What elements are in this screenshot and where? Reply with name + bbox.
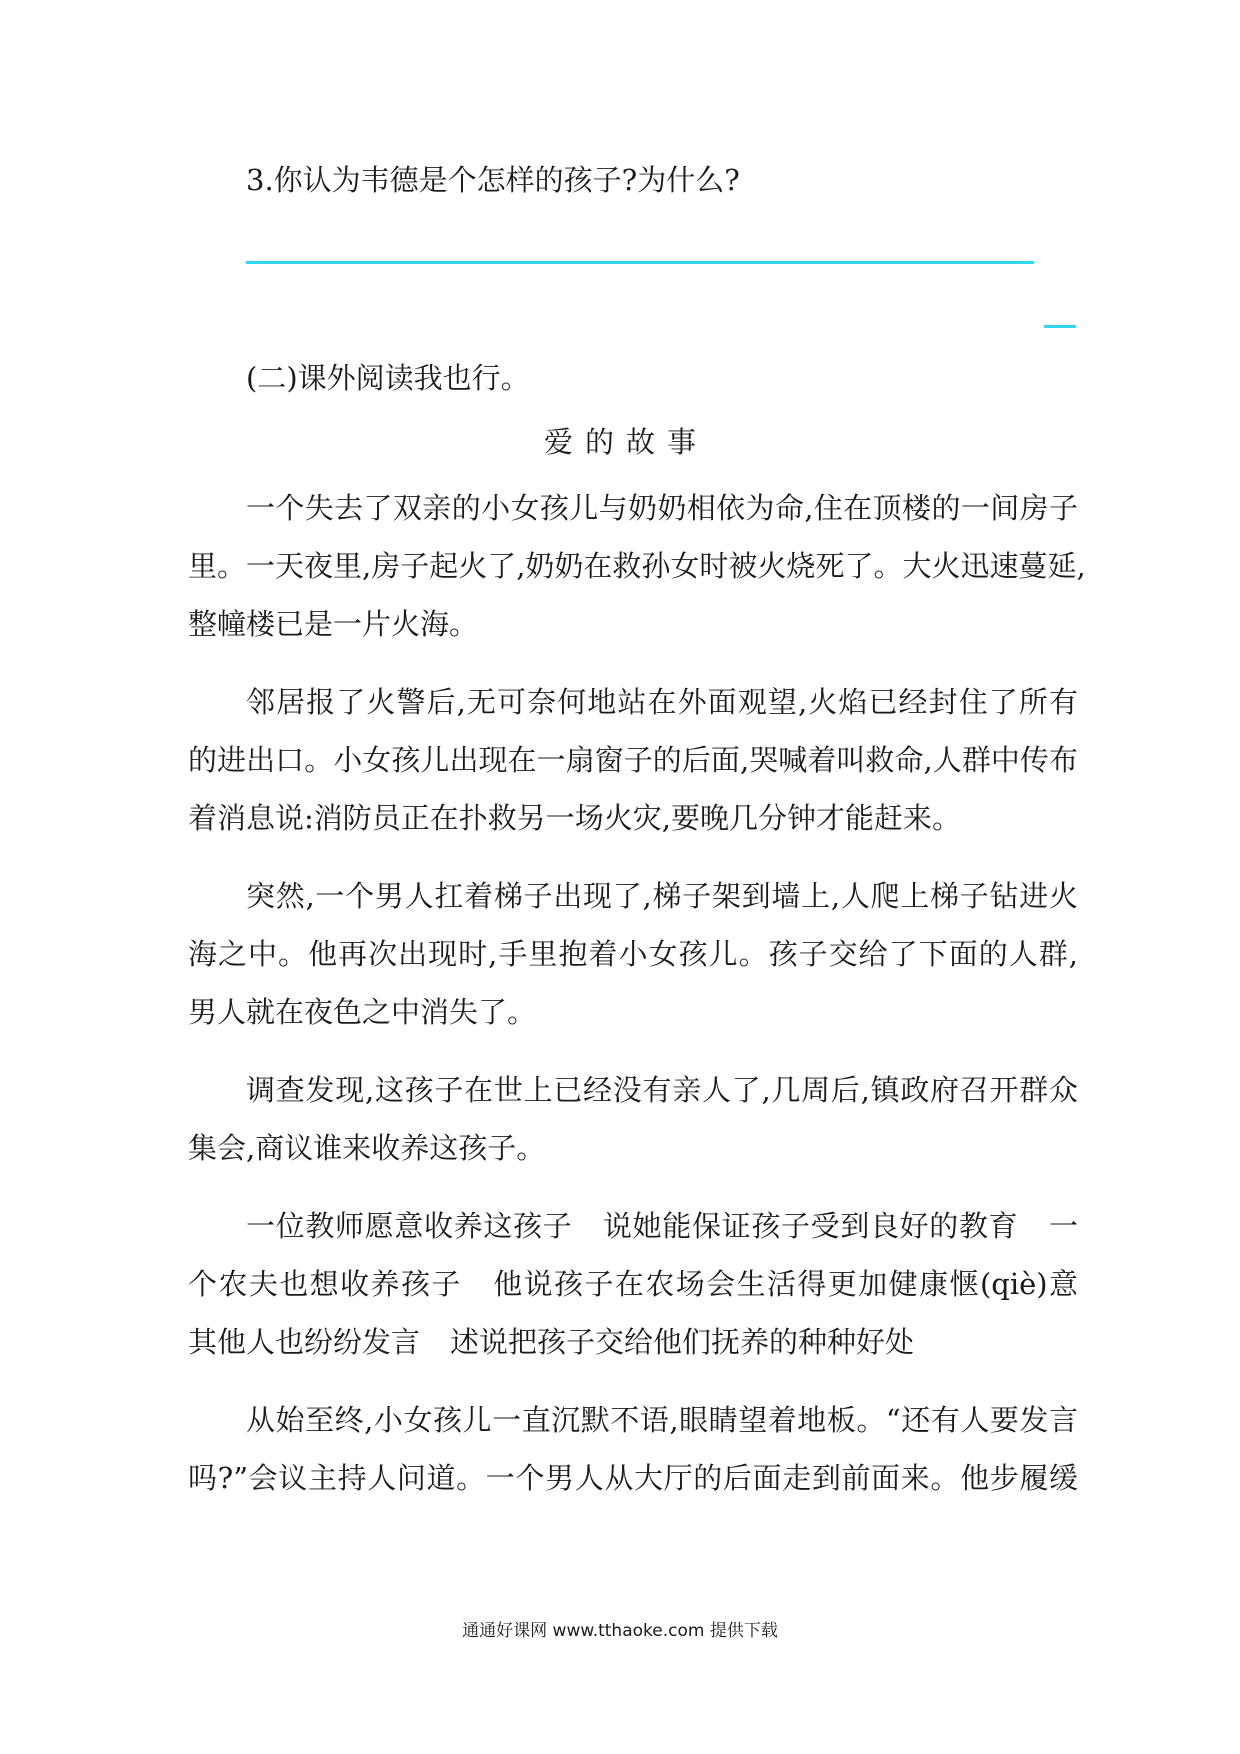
- punctuation-blank-line: [188, 1264, 1078, 1304]
- punctuation-blank-line: [188, 1322, 1078, 1362]
- text-segment: 说她能保证孩子受到良好的教育: [602, 1209, 1019, 1243]
- paragraph-line: 整幢楼已是一片火海。: [188, 607, 479, 641]
- text-segment: 一位教师愿意收养这孩子: [246, 1209, 573, 1243]
- paragraph-line: 的进出口。小女孩儿出现在一扇窗子的后面,哭喊着叫救命,人群中传布: [188, 743, 1078, 777]
- paragraph-line: 吗?”会议主持人问道。一个男人从大厅的后面走到前面来。他步履缓: [188, 1461, 1078, 1495]
- section-heading: (二)课外阅读我也行。: [246, 361, 530, 395]
- paragraph-line: 突然,一个男人扛着梯子出现了,梯子架到墙上,人爬上梯子钻进火: [246, 879, 1078, 913]
- paragraph-line: 着消息说:消防员正在扑救另一场火灾,要晚几分钟才能赶来。: [188, 801, 961, 835]
- paragraph-line: 调查发现,这孩子在世上已经没有亲人了,几周后,镇政府召开群众: [246, 1073, 1078, 1107]
- paragraph-line: 海之中。他再次出现时,手里抱着小女孩儿。孩子交给了下面的人群,: [188, 937, 1078, 971]
- question-3: 3.你认为韦德是个怎样的孩子?为什么?: [246, 163, 740, 197]
- paragraph-line: 男人就在夜色之中消失了。: [188, 995, 537, 1029]
- paragraph-line: 邻居报了火警后,无可奈何地站在外面观望,火焰已经封住了所有: [246, 685, 1078, 719]
- paragraph-line: 从始至终,小女孩儿一直沉默不语,眼睛望着地板。“还有人要发言: [246, 1403, 1078, 1437]
- text-segment: 述说把孩子交给他们抚养的种种好处: [450, 1325, 915, 1359]
- paragraph-line: 集会,商议谁来收养这孩子。: [188, 1131, 546, 1165]
- text-segment: 一: [1048, 1209, 1078, 1243]
- answer-line: [246, 261, 1034, 264]
- story-title: 爱的故事: [543, 425, 708, 459]
- paragraph-line: 里。一天夜里,房子起火了,奶奶在救孙女时被火烧死了。大火迅速蔓延,: [188, 549, 1086, 583]
- paragraph-line: 一个失去了双亲的小女孩儿与奶奶相依为命,住在顶楼的一间房子: [246, 491, 1078, 525]
- text-segment: 其他人也纷纷发言: [188, 1325, 421, 1359]
- answer-line-end: [1044, 325, 1076, 328]
- text-segment: 他说孩子在农场会生活得更加健康惬(qiè)意: [491, 1267, 1078, 1301]
- footer-watermark: 通通好课网 www.tthaoke.com 提供下载: [462, 1621, 778, 1641]
- text-segment: 个农夫也想收养孩子: [188, 1267, 462, 1301]
- punctuation-blank-line: [246, 1206, 1078, 1246]
